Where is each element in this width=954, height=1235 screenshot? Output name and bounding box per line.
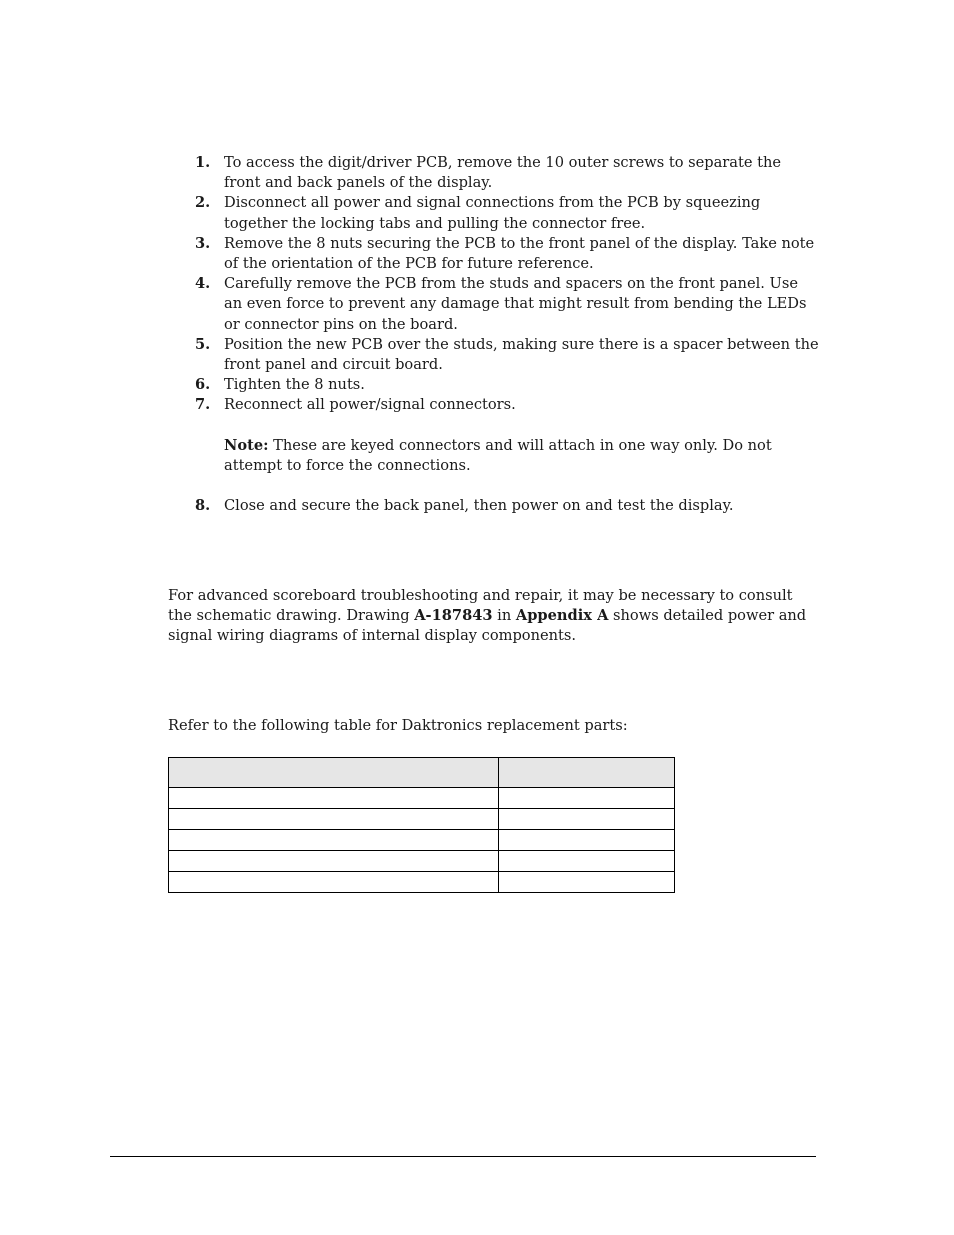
replacement-parts-table [168,757,675,893]
table-cell [499,788,675,809]
table-cell [169,830,499,851]
footer-divider [110,1156,816,1157]
step-text: Close and secure the back panel, then power on and test the display. [224,497,734,515]
step-number: 7. [195,396,211,414]
table-row [169,830,675,851]
step-number: 2. [195,194,211,212]
step-text: Position the new PCB over the studs, making sure there is a spacer between the front panel and circuit board. [224,335,819,374]
table-cell [169,809,499,830]
step-item [195,274,820,335]
step-item [195,153,820,193]
step-number: 1. [195,154,211,171]
table-cell [499,830,675,851]
table-cell [499,809,675,830]
step-text: Tighten the 8 nuts. [224,376,365,394]
parts-intro-paragraph: Refer to the following table for Daktronics replacement parts: [168,717,628,734]
appendix-reference: Appendix A [515,607,609,625]
step-item [195,496,820,516]
table-row [169,809,675,830]
step-text: Carefully remove the PCB from the studs and spacers on the front panel. Use an even force to prevent any damage that might result from bending the LEDs or connector pins on the board. [224,275,807,333]
step-text: To access the digit/driver PCB, remove the 10 outer screws to separate the front and back panels of the display. [224,154,782,192]
column-header [169,758,499,788]
note-label: Note: [224,436,269,454]
table-row [169,788,675,809]
step-item [195,234,820,274]
table-cell [169,851,499,872]
step-item [195,375,820,395]
table-row [169,851,675,872]
schematic-text: in [492,607,516,625]
step-number: 8. [195,497,211,515]
step-number: 4. [195,275,211,293]
step-item [195,193,820,233]
step-text: Disconnect all power and signal connections from the PCB by squeezing together the locking tabs and pulling the connector free. [224,194,761,232]
schematic-text: For advanced scoreboard troubleshooting and repair, it may be necessary to consult the schematic drawing. Drawing [168,587,793,625]
table-cell [499,872,675,893]
schematic-text: shows detailed power and signal wiring diagrams of internal display components. [168,607,807,645]
table-row [169,872,675,893]
step-number: 5. [195,335,211,353]
note-text: These are keyed connectors and will attach in one way only. Do not attempt to force the connections. [224,436,772,474]
table-cell [169,788,499,809]
table-cell [499,851,675,872]
drawing-number: A-187843 [414,607,493,625]
step-text: Reconnect all power/signal connectors. [224,396,516,414]
step-text: Remove the 8 nuts securing the PCB to the front panel of the display. Take note of the orientation of the PCB for future reference. [224,234,815,273]
note-callout [195,436,820,476]
column-header [499,758,675,788]
step-item [195,335,820,375]
table-header-row [169,758,675,788]
step-number: 6. [195,376,211,394]
step-item [195,395,820,415]
schematic-paragraph [168,586,808,647]
step-number: 3. [195,234,211,252]
table-cell [169,872,499,893]
procedure-steps [195,153,820,516]
